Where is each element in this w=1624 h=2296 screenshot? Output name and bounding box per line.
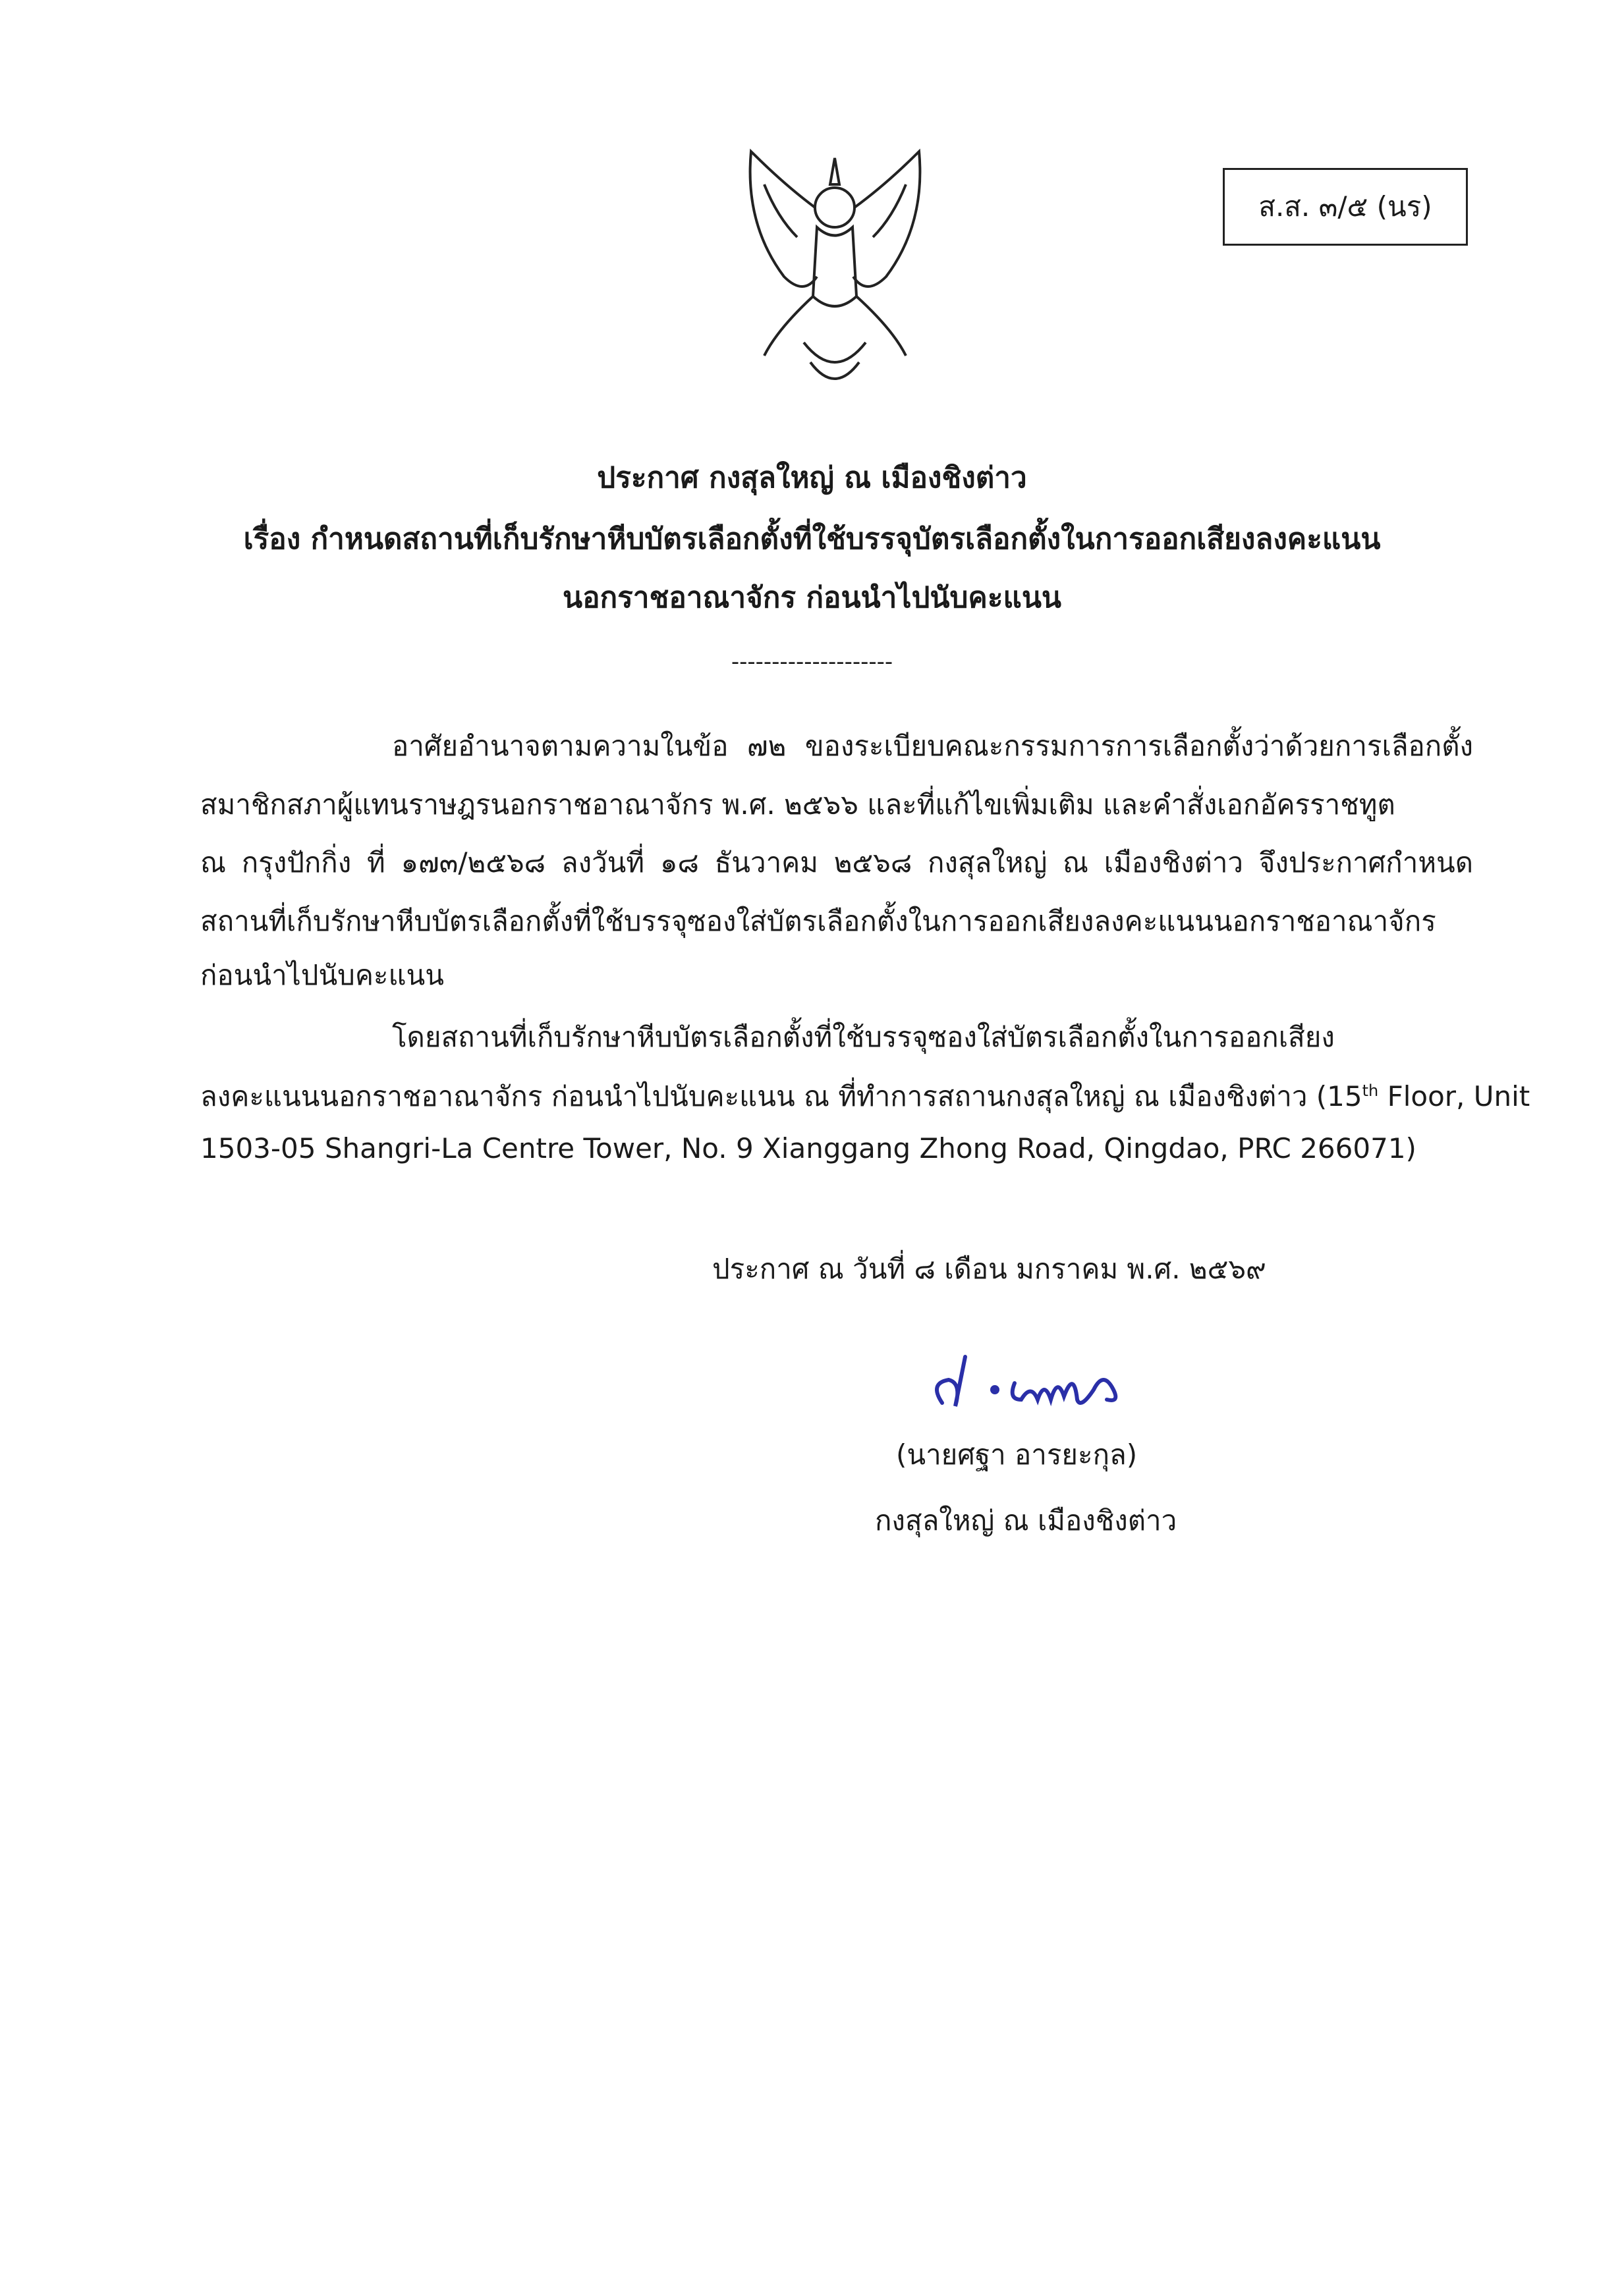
address-text: ลงคะแนนนอกราชอาณาจักร ก่อนนำไปนับคะแนน ณ ที่ทำการสถานกงสุลใหญ่ ณ เมืองชิงต่าว (15 bbox=[200, 1080, 1362, 1112]
announcement-date: ประกาศ ณ วันที่ ๘ เดือน มกราคม พ.ศ. ๒๕๖๙ bbox=[712, 1253, 1266, 1285]
address-text: Floor, Unit bbox=[1378, 1080, 1530, 1112]
subject-line-2: นอกราชอาณาจักร ก่อนนำไปนับคะแนน bbox=[563, 581, 1061, 615]
signatory-position: กงสุลใหญ่ ณ เมืองชิงต่าว bbox=[875, 1504, 1177, 1537]
paragraph-1-line: อาศัยอำนาจตามความในข้อ ๗๒ ของระเบียบคณะกรรมการการเลือกตั้งว่าด้วยการเลือกตั้ง bbox=[392, 730, 1473, 762]
reference-code: ส.ส. ๓/๕ (นร) bbox=[1258, 190, 1432, 223]
reference-code-box bbox=[1223, 168, 1468, 246]
paragraph-1-line: ณ กรุงปักกิ่ง ที่ ๑๗๓/๒๕๖๘ ลงวันที่ ๑๘ ธันวาคม ๒๕๖๘ กงสุลใหญ่ ณ เมืองชิงต่าว จึงประกาศกำหนด bbox=[200, 846, 1473, 879]
paragraph-2-line bbox=[200, 1075, 1530, 1118]
subject-line-1: เรื่อง กำหนดสถานที่เก็บรักษาหีบบัตรเลือกตั้งที่ใช้บรรจุบัตรเลือกตั้งในการออกเสียงลงคะแนน bbox=[243, 522, 1381, 556]
signatory-name: (นายศฐา อารยะกุล) bbox=[896, 1438, 1138, 1471]
garuda-emblem-icon bbox=[725, 145, 945, 395]
document-title: ประกาศ กงสุลใหญ่ ณ เมืองชิงต่าว bbox=[597, 461, 1027, 495]
paragraph-2-line: 1503-05 Shangri-La Centre Tower, No. 9 Xianggang Zhong Road, Qingdao, PRC 266071) bbox=[200, 1132, 1416, 1164]
paragraph-1-line: สถานที่เก็บรักษาหีบบัตรเลือกตั้งที่ใช้บรรจุซองใส่บัตรเลือกตั้งในการออกเสียงลงคะแนนนอกราชอาณาจักร bbox=[200, 905, 1436, 937]
paragraph-2-line: โดยสถานที่เก็บรักษาหีบบัตรเลือกตั้งที่ใช้บรรจุซองใส่บัตรเลือกตั้งในการออกเสียง bbox=[392, 1021, 1335, 1053]
paragraph-1-line: ก่อนนำไปนับคะแนน bbox=[200, 959, 444, 991]
paragraph-1-line: สมาชิกสภาผู้แทนราษฎรนอกราชอาณาจักร พ.ศ. ๒๕๖๖ และที่แก้ไขเพิ่มเติม และคำสั่งเอกอัครราชทูต bbox=[200, 788, 1395, 821]
ordinal-suffix: th bbox=[1362, 1081, 1379, 1100]
separator: -------------------- bbox=[731, 649, 893, 675]
handwritten-signature bbox=[916, 1344, 1146, 1423]
